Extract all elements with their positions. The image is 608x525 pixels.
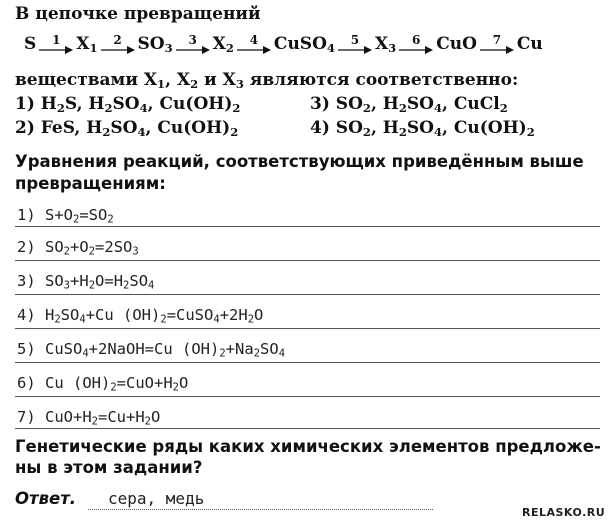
- equation-7: 7) $CuO+H_2=Cu+H_2O$: [17, 408, 161, 428]
- chain-arrow-number: 6: [412, 33, 421, 47]
- chain-substance: S: [24, 34, 37, 54]
- option-4: 4) $SO_2$, $H_2SO_4$, $Cu(OH)_2$: [310, 118, 535, 139]
- chain-arrow-number: 3: [188, 33, 197, 47]
- chain-arrow-number: 1: [52, 33, 61, 47]
- chain-substance: $SO_3$: [137, 34, 173, 55]
- ruled-line: [15, 328, 600, 329]
- answer-text: сера, медь: [108, 489, 205, 508]
- answer-line: [88, 509, 433, 510]
- equation-6: 6) Cu $(OH)_2=CuO+H_2O$: [17, 374, 189, 394]
- ruled-line: [15, 226, 600, 227]
- equations-heading-line1: Уравнения реакций, соответствующих приведённым выше: [15, 152, 584, 171]
- arrow-right-icon: [176, 46, 210, 54]
- watermark: RELASKO.RU: [522, 506, 606, 519]
- arrow-right-icon: [39, 46, 73, 54]
- equation-3: 3) $SO_3+H_2O=H_2SO_4$: [17, 272, 155, 292]
- arrow-right-icon: [101, 46, 135, 54]
- genetic-question-line1: Генетические ряды каких химических элементов предложе-: [15, 437, 601, 456]
- chain-substance: CuO: [436, 34, 477, 54]
- equation-4: 4) $H_2SO_4+Cu$ $(OH)_2=CuSO_4+2H_2O$: [17, 306, 264, 326]
- chain-arrow-3: [176, 34, 210, 54]
- chain-arrow-6: [399, 34, 433, 54]
- equation-2: 2) $SO_2+O_2=2SO_3$: [17, 238, 139, 258]
- ruled-line: [15, 260, 600, 261]
- arrow-right-icon: [338, 46, 372, 54]
- transformation-chain: [24, 34, 543, 54]
- task-question: веществами $X_1$, $X_2$ и $X_3$ являются соответственно:: [15, 70, 519, 91]
- chain-arrow-number: 4: [249, 33, 259, 47]
- chain-substance: CuSO$_4$: [273, 34, 335, 55]
- equation-5: 5) CuSO$_4$+2NaOH=Cu $(OH)_2+Na_2SO_4$: [17, 340, 286, 360]
- ruled-line: [15, 294, 600, 295]
- equations-heading-line2: превращениям:: [15, 174, 166, 193]
- chain-arrow-2: [101, 34, 135, 54]
- chain-arrow-number: 7: [492, 33, 502, 47]
- chain-substance: $X_3$: [374, 34, 397, 55]
- ruled-line: [15, 362, 600, 363]
- task-intro: В цепочке превращений: [15, 4, 261, 24]
- option-2: 2) FeS, $H_2SO_4$, $Cu(OH)_2$: [15, 118, 239, 139]
- arrow-right-icon: [399, 46, 433, 54]
- option-3: 3) $SO_2$, $H_2SO_4$, CuCl$_2$: [310, 94, 508, 115]
- chain-substance: Cu: [516, 34, 543, 54]
- genetic-question-line2: ны в этом задании?: [15, 458, 203, 477]
- chain-substance: $X_1$: [76, 34, 98, 55]
- equation-1: 1) $S+O_2=SO_2$: [17, 206, 114, 226]
- ruled-line: [15, 396, 600, 397]
- chain-arrow-7: [480, 34, 514, 54]
- chain-arrow-number: 5: [350, 33, 360, 47]
- chain-arrow-number: 2: [113, 33, 122, 47]
- option-1: 1) $H_2S$, $H_2SO_4$, $Cu(OH)_2$: [15, 94, 241, 115]
- chain-arrow-5: [338, 34, 372, 54]
- arrow-right-icon: [480, 46, 514, 54]
- ruled-line: [15, 428, 600, 429]
- chain-arrow-1: [39, 34, 73, 54]
- chain-arrow-4: [237, 34, 271, 54]
- chain-substance: $X_2$: [212, 34, 234, 55]
- arrow-right-icon: [237, 46, 271, 54]
- answer-label: Ответ.: [15, 489, 77, 508]
